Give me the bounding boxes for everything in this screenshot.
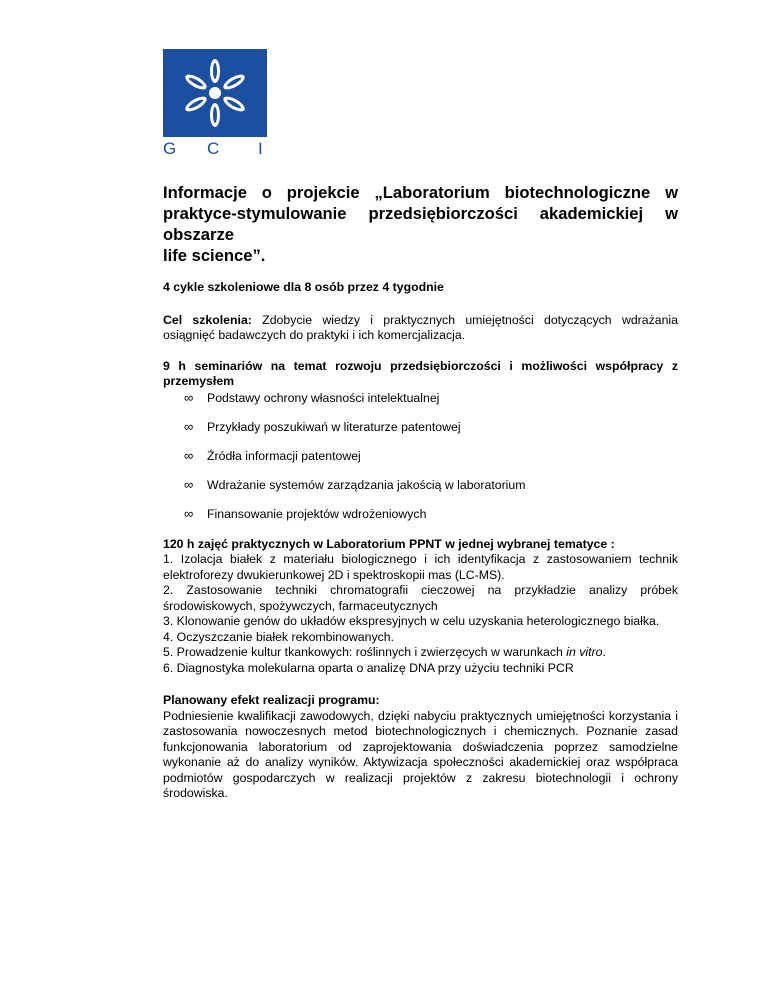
item-italic: in vitro [566,645,603,659]
goal-label: Cel szkolenia: [163,312,252,327]
list-item-text: Finansowanie projektów wdrożeniowych [207,506,427,521]
logo-letter-i: I [258,139,264,158]
logo-letter-g: G [163,139,178,158]
list-item: 4. Oczyszczanie białek rekombinowanych. [163,629,395,644]
effect-heading: Planowany efekt realizacji programu: [163,693,380,707]
item-suffix: . [602,645,606,659]
list-item [163,391,678,420]
training-cycles: 4 cykle szkoleniowe dla 8 osób przez 4 tygodnie [163,280,444,294]
logo-letter-c: C [207,139,221,158]
title-line-3: life science”. [163,246,266,265]
infinity-bullet-icon: ∞ [184,389,194,405]
list-item: 2. Zastosowanie techniki chromatografii cieczowej na przykładzie analizy próbek środowiskowych, spożywczych, farmaceutycznych [163,583,678,613]
gci-logo [163,49,267,157]
list-item [163,478,678,507]
list-item [163,420,678,449]
goal-text: Zdobycie wiedzy i praktycznych umiejętności dotyczących wdrażania osiągnięć badawczych do praktyki i ich komercjalizacja. [163,312,678,342]
list-item [163,449,678,478]
practical-heading: 120 h zajęć praktycznych w Laboratorium PPNT w jednej wybranej tematyce : [163,536,615,551]
list-item [163,507,678,536]
seminars-heading: 9 h seminariów na temat rozwoju przedsiębiorczości i możliwości współpracy z przemysłem [163,358,678,388]
list-item [163,645,678,661]
title-line-2: praktyce-stymulowanie przedsiębiorczości akademickiej w obszarze [163,204,678,244]
training-goal [163,313,678,344]
list-item: 6. Diagnostyka molekularna oparta o analizę DNA przy użyciu techniki PCR [163,660,574,675]
title-line-1: Informacje o projekcie „Laboratorium biotechnologiczne w [163,183,678,202]
list-item-text: Wdrażanie systemów zarządzania jakością w laboratorium [207,477,526,492]
effect-text: Podniesienie kwalifikacji zawodowych, dzięki nabyciu praktycznych umiejętności korzystania i zastosowania nowoczesnych metod biotechnologicznych i chemicznych. Poznanie zasad funkcjonowania laboratorium od zaprojektowania doświadczenia poprzez samodzielne wykonanie aż do analizy wyników. Aktywizacja społeczności akademickiej oraz współpraca podmiotów gospodarczych w realizacji projektów z zakresu biotechnologii i ochrony środowiska. [163,708,678,800]
list-item-text: Źródła informacji patentowej [207,448,361,463]
list-item-text: Podstawy ochrony własności intelektualnej [207,390,440,405]
seminar-list [163,391,678,536]
list-item: 3. Klonowanie genów do układów ekspresyjnych w celu uzyskania heterologicznego białka. [163,614,660,628]
logo-letters [163,139,267,157]
infinity-bullet-icon: ∞ [184,505,194,521]
item-text: 5. Prowadzenie kultur tkankowych: roślinnych i zwierzęcych w warunkach [163,645,567,659]
list-item: 1. Izolacja białek z materiału biologicznego i ich identyfikacja z zastosowaniem technik elektroforezy dwukierunkowej 2D i spektroskopii mas (LC-MS). [163,552,678,582]
page-title [163,182,678,266]
document-body [163,182,678,802]
list-item-text: Przykłady poszukiwań w literaturze patentowej [207,419,461,434]
infinity-bullet-icon: ∞ [184,476,194,492]
practical-list [163,552,678,676]
infinity-bullet-icon: ∞ [184,447,194,463]
logo-emblem [163,49,267,137]
infinity-bullet-icon: ∞ [184,418,194,434]
